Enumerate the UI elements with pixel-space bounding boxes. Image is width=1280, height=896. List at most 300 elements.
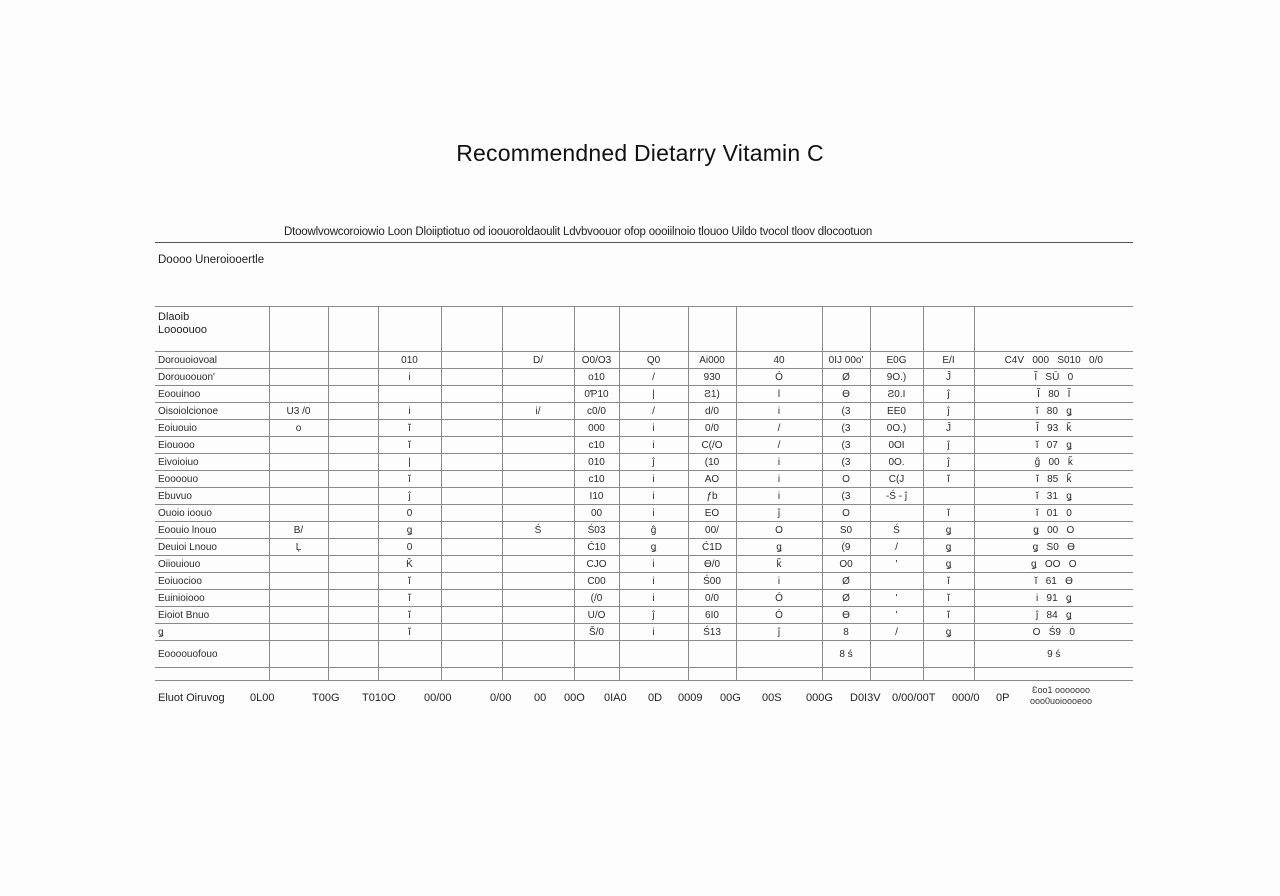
value-cell [269, 556, 328, 573]
value-cell: Ø [822, 369, 870, 386]
section-label: Doooo Uneroiooertle [158, 254, 265, 266]
value-cell: Ĩ 93 ǩ [974, 420, 1133, 437]
value-cell: 0/0 [688, 420, 736, 437]
value-cell: 0O.) [870, 420, 923, 437]
value-cell [328, 573, 378, 590]
header-cell [441, 307, 502, 352]
value-cell [441, 369, 502, 386]
value-cell: Ó [736, 590, 822, 607]
value-cell: (3 [822, 488, 870, 505]
value-cell: Ĵ [923, 420, 974, 437]
value-cell: 000 [574, 420, 619, 437]
value-cell [441, 505, 502, 522]
footer-label: Eluot Oiruvog [158, 692, 225, 704]
value-cell [269, 437, 328, 454]
tail-cell [502, 668, 574, 681]
value-cell: ĭ 01 0 [974, 505, 1133, 522]
value-cell [441, 539, 502, 556]
value-cell: 00/ [688, 522, 736, 539]
value-cell: i [619, 624, 688, 641]
row-label-cell: Eoooouo [155, 471, 269, 488]
value-cell [502, 573, 574, 590]
row-label-cell: Eoouinoo [155, 386, 269, 403]
value-cell: 6I0 [688, 607, 736, 624]
document-title: Recommendned Dietarry Vitamin C [456, 140, 824, 166]
value-cell [502, 607, 574, 624]
value-cell: d/0 [688, 403, 736, 420]
tail-cell [736, 668, 822, 681]
header-cell [378, 307, 441, 352]
value-cell [441, 556, 502, 573]
value-cell: i [378, 369, 441, 386]
value-cell [502, 539, 574, 556]
row-label-cell: Eoouio lnouo [155, 522, 269, 539]
value-cell: ' [870, 590, 923, 607]
row-label-cell: Eioiot Bnuo [155, 607, 269, 624]
value-cell [328, 488, 378, 505]
table-row [155, 454, 1133, 471]
value-cell [378, 386, 441, 403]
summary-cell [619, 641, 688, 668]
table-row [155, 352, 1133, 369]
value-cell [923, 488, 974, 505]
value-cell [502, 369, 574, 386]
value-cell: / [870, 539, 923, 556]
value-cell: ĭ [378, 607, 441, 624]
value-cell: Ś03 [574, 522, 619, 539]
value-cell: / [619, 403, 688, 420]
row-label-cell: Eiouooo [155, 437, 269, 454]
value-cell: 00 [574, 505, 619, 522]
footer-value: 00 [534, 692, 547, 704]
value-cell: (3 [822, 403, 870, 420]
table-row [155, 403, 1133, 420]
header-cell [328, 307, 378, 352]
value-cell: ǩ [736, 556, 822, 573]
value-cell [269, 386, 328, 403]
footer-value: 00O [564, 692, 585, 704]
value-cell: i [619, 556, 688, 573]
value-cell [328, 556, 378, 573]
value-cell: ĵ 84 ǥ [974, 607, 1133, 624]
value-cell: | [619, 386, 688, 403]
row-label-cell: Deuioi Lnouo [155, 539, 269, 556]
footer-value: 0L00 [250, 692, 275, 704]
value-cell: c10 [574, 437, 619, 454]
row-label-cell: Oisoiolcionoe [155, 403, 269, 420]
value-cell: -Ś - ĵ [870, 488, 923, 505]
value-cell: O0/O3 [574, 352, 619, 369]
tail-cell [441, 668, 502, 681]
value-cell [441, 403, 502, 420]
document-subtitle: Dtoowlvowcoroiowio Loon Dloiiptiotuo od ioouoroldaoulit Ldvbvoouor ofop oooiilnoio tlouoo Uildo tvocol tloov dlocootuon [284, 226, 873, 238]
value-cell: AO [688, 471, 736, 488]
summary-cell [378, 641, 441, 668]
value-cell [870, 573, 923, 590]
value-cell: ĭ 85 ǩ [974, 471, 1133, 488]
value-cell: i 91 ǥ [974, 590, 1133, 607]
value-cell: ' [870, 556, 923, 573]
value-cell [441, 454, 502, 471]
value-cell: Ó [736, 369, 822, 386]
footnote-line: ooo0uoioooeoo [1030, 696, 1093, 706]
value-cell: 0 [378, 505, 441, 522]
value-cell: Ć10 [574, 539, 619, 556]
value-cell: Ǩ [378, 556, 441, 573]
value-cell: Ɵ/0 [688, 556, 736, 573]
value-cell: Ɵ [822, 607, 870, 624]
value-cell: l [736, 386, 822, 403]
footnote [1030, 685, 1092, 707]
value-cell: ĭ 61 Ɵ [974, 573, 1133, 590]
header-cell [688, 307, 736, 352]
summary-cell [736, 641, 822, 668]
value-cell: c0/0 [574, 403, 619, 420]
value-cell: Ƨ1) [688, 386, 736, 403]
value-cell: Ɵ [822, 386, 870, 403]
value-cell: 0Ƥ10 [574, 386, 619, 403]
value-cell: U3 /0 [269, 403, 328, 420]
value-cell: 0 [378, 539, 441, 556]
summary-cell [688, 641, 736, 668]
table-row [155, 624, 1133, 641]
value-cell [328, 403, 378, 420]
row-label-cell: Euinioiooo [155, 590, 269, 607]
value-cell: i [619, 573, 688, 590]
value-cell: / [619, 369, 688, 386]
value-cell: ĵ [923, 437, 974, 454]
value-cell: (/0 [574, 590, 619, 607]
value-cell: Ś00 [688, 573, 736, 590]
value-cell: ' [870, 607, 923, 624]
value-cell: ĭ 31 ǥ [974, 488, 1133, 505]
row-label-cell: Eoiuocioo [155, 573, 269, 590]
summary-row [155, 641, 1133, 668]
value-cell: ĵ [619, 607, 688, 624]
value-cell: | [378, 454, 441, 471]
value-cell: EE0 [870, 403, 923, 420]
value-cell: i [619, 471, 688, 488]
tail-cell [923, 668, 974, 681]
value-cell [269, 505, 328, 522]
value-cell: C(/O [688, 437, 736, 454]
value-cell: ĭ [378, 590, 441, 607]
value-cell [328, 539, 378, 556]
value-cell: ĭ [378, 471, 441, 488]
footer-value: T00G [312, 692, 340, 704]
value-cell: 0/0 [688, 590, 736, 607]
value-cell [441, 573, 502, 590]
value-cell: (9 [822, 539, 870, 556]
tail-cell [619, 668, 688, 681]
value-cell [502, 556, 574, 573]
header-cell [269, 307, 328, 352]
value-cell: o10 [574, 369, 619, 386]
value-cell [269, 471, 328, 488]
value-cell: / [870, 624, 923, 641]
value-cell: ǥ S0 Ɵ [974, 539, 1133, 556]
value-cell [269, 454, 328, 471]
value-cell: C00 [574, 573, 619, 590]
value-cell [502, 590, 574, 607]
table-row [155, 590, 1133, 607]
value-cell: ĝ [619, 522, 688, 539]
value-cell [328, 471, 378, 488]
value-cell: i [736, 573, 822, 590]
value-cell: Ƨ0.I [870, 386, 923, 403]
value-cell: 0OI [870, 437, 923, 454]
value-cell [502, 505, 574, 522]
value-cell: 0IJ 00o' [822, 352, 870, 369]
value-cell: ǥ [619, 539, 688, 556]
value-cell [328, 590, 378, 607]
value-cell [441, 386, 502, 403]
row-label-cell: Ebuvuo [155, 488, 269, 505]
value-cell [441, 607, 502, 624]
footer-value: 0P [996, 692, 1010, 704]
value-cell: C4V 000 S010 0/0 [974, 352, 1133, 369]
value-cell: i [736, 454, 822, 471]
footer-value: T010O [362, 692, 396, 704]
table-row [155, 539, 1133, 556]
value-cell: O [736, 522, 822, 539]
header-label-cell [155, 307, 269, 352]
value-cell: ĵ [736, 624, 822, 641]
value-cell: i [619, 488, 688, 505]
footer-value: 00G [720, 692, 741, 704]
summary-cell [328, 641, 378, 668]
footer-value: 0/00/00T [892, 692, 936, 704]
value-cell: ǥ OO O [974, 556, 1133, 573]
value-cell: i [619, 420, 688, 437]
value-cell: ĭ [378, 573, 441, 590]
value-cell: 930 [688, 369, 736, 386]
tail-cell [822, 668, 870, 681]
table-row [155, 556, 1133, 573]
value-cell [328, 505, 378, 522]
value-cell: O Ś9 0 [974, 624, 1133, 641]
value-cell: (3 [822, 420, 870, 437]
table-row [155, 573, 1133, 590]
value-cell [269, 590, 328, 607]
value-cell [269, 352, 328, 369]
value-cell: CJO [574, 556, 619, 573]
table-row [155, 420, 1133, 437]
row-label-cell: Dorouoouon' [155, 369, 269, 386]
header-cell [574, 307, 619, 352]
value-cell: ĝ 00 ǩ [974, 454, 1133, 471]
table-row [155, 488, 1133, 505]
value-cell [502, 624, 574, 641]
value-cell: Ś13 [688, 624, 736, 641]
table-row [155, 437, 1133, 454]
table-row [155, 505, 1133, 522]
row-label-cell: Oiiouiouo [155, 556, 269, 573]
value-cell [441, 590, 502, 607]
header-cell [619, 307, 688, 352]
value-cell: i [736, 471, 822, 488]
value-cell: Ĩ SŪ 0 [974, 369, 1133, 386]
value-cell [870, 505, 923, 522]
tail-cell [574, 668, 619, 681]
value-cell [502, 420, 574, 437]
header-cell [870, 307, 923, 352]
value-cell: Ĩ 80 Ĩ [974, 386, 1133, 403]
table-row [155, 607, 1133, 624]
footer-value: 0/00 [490, 692, 512, 704]
value-cell: ĭ 07 ǥ [974, 437, 1133, 454]
value-cell: ĵ [923, 403, 974, 420]
value-cell: ĭ [923, 607, 974, 624]
footer-value: D0I3V [850, 692, 881, 704]
value-cell: 9O.) [870, 369, 923, 386]
value-cell: S0 [822, 522, 870, 539]
value-cell: ĭ [923, 505, 974, 522]
footer-value: 0D [648, 692, 663, 704]
header-cell [822, 307, 870, 352]
value-cell: ĵ [736, 505, 822, 522]
header-label-line-2: Loooouoo [158, 324, 207, 336]
value-cell: / [736, 420, 822, 437]
value-cell: (3 [822, 454, 870, 471]
value-cell [328, 624, 378, 641]
value-cell: O [822, 471, 870, 488]
table-row [155, 369, 1133, 386]
value-cell: 8 [822, 624, 870, 641]
value-cell [328, 437, 378, 454]
value-cell: ǥ [923, 556, 974, 573]
value-cell [269, 573, 328, 590]
value-cell: ĭ [923, 590, 974, 607]
value-cell: ǥ 00 O [974, 522, 1133, 539]
summary-cell [441, 641, 502, 668]
value-cell: i [619, 505, 688, 522]
value-cell: E/I [923, 352, 974, 369]
value-cell: ǥ [736, 539, 822, 556]
value-cell: ĵ [923, 454, 974, 471]
value-cell [502, 488, 574, 505]
tail-cell [269, 668, 328, 681]
value-cell: Ļ [269, 539, 328, 556]
value-cell: O [822, 505, 870, 522]
value-cell [441, 352, 502, 369]
value-cell: Ć1D [688, 539, 736, 556]
value-cell [328, 522, 378, 539]
tail-cell [870, 668, 923, 681]
tail-cell [378, 668, 441, 681]
summary-cell [574, 641, 619, 668]
header-cell [736, 307, 822, 352]
row-label-cell: Eivoioiuo [155, 454, 269, 471]
value-cell: c10 [574, 471, 619, 488]
value-cell: i/ [502, 403, 574, 420]
footnote-line: Ɛoo1 ooooooo [1032, 685, 1091, 695]
value-cell [328, 369, 378, 386]
value-cell: ĵ [923, 386, 974, 403]
value-cell: i [619, 590, 688, 607]
table-row [155, 522, 1133, 539]
value-cell: 40 [736, 352, 822, 369]
value-cell: EO [688, 505, 736, 522]
value-cell [269, 488, 328, 505]
table-row [155, 386, 1133, 403]
header-label-line-1: Dlaoib [158, 311, 190, 323]
row-label-cell: ǥ [155, 624, 269, 641]
vitamin-c-table [155, 306, 1133, 681]
value-cell: 010 [378, 352, 441, 369]
value-cell [328, 420, 378, 437]
value-cell: / [736, 437, 822, 454]
value-cell [441, 522, 502, 539]
value-cell: ĭ [923, 573, 974, 590]
tail-cell [974, 668, 1133, 681]
value-cell: i [736, 403, 822, 420]
value-cell: ƒb [688, 488, 736, 505]
tail-cell [328, 668, 378, 681]
footer-value: 0IA0 [604, 692, 627, 704]
value-cell: ĵ [619, 454, 688, 471]
value-cell [328, 454, 378, 471]
value-cell [441, 471, 502, 488]
value-cell: 0O. [870, 454, 923, 471]
value-cell: ĭ [378, 624, 441, 641]
header-cell [923, 307, 974, 352]
table-header-row [155, 307, 1133, 352]
header-cell [974, 307, 1133, 352]
summary-cell [269, 641, 328, 668]
summary-cell [870, 641, 923, 668]
value-cell: ǥ [378, 522, 441, 539]
value-cell: o [269, 420, 328, 437]
value-cell [441, 488, 502, 505]
value-cell: ĭ [923, 471, 974, 488]
header-cell [502, 307, 574, 352]
summary-cell [502, 641, 574, 668]
value-cell [441, 624, 502, 641]
value-cell: ǥ [923, 624, 974, 641]
summary-value: 8 ś [822, 641, 870, 668]
value-cell: Ø [822, 590, 870, 607]
value-cell: I10 [574, 488, 619, 505]
value-cell: ĵ [378, 488, 441, 505]
value-cell: Q0 [619, 352, 688, 369]
value-cell: Ś [870, 522, 923, 539]
value-cell: C(J [870, 471, 923, 488]
value-cell: (10 [688, 454, 736, 471]
value-cell: (3 [822, 437, 870, 454]
footer-value: 00S [762, 692, 782, 704]
value-cell: ǥ [923, 522, 974, 539]
value-cell: i [736, 488, 822, 505]
value-cell [269, 624, 328, 641]
value-cell [441, 420, 502, 437]
footer-value: 000/0 [952, 692, 980, 704]
footer-value: 00/00 [424, 692, 452, 704]
value-cell: 010 [574, 454, 619, 471]
value-cell [269, 607, 328, 624]
row-label-cell: Eoiuouio [155, 420, 269, 437]
value-cell [269, 369, 328, 386]
tail-cell [688, 668, 736, 681]
footer-value: 000G [806, 692, 833, 704]
row-label-cell: Ouoio ioouo [155, 505, 269, 522]
value-cell: Ĵ [923, 369, 974, 386]
top-rule [155, 242, 1133, 243]
value-cell: O0 [822, 556, 870, 573]
summary-value: 9 ś [974, 641, 1133, 668]
value-cell [502, 386, 574, 403]
table-tail-row [155, 668, 1133, 681]
